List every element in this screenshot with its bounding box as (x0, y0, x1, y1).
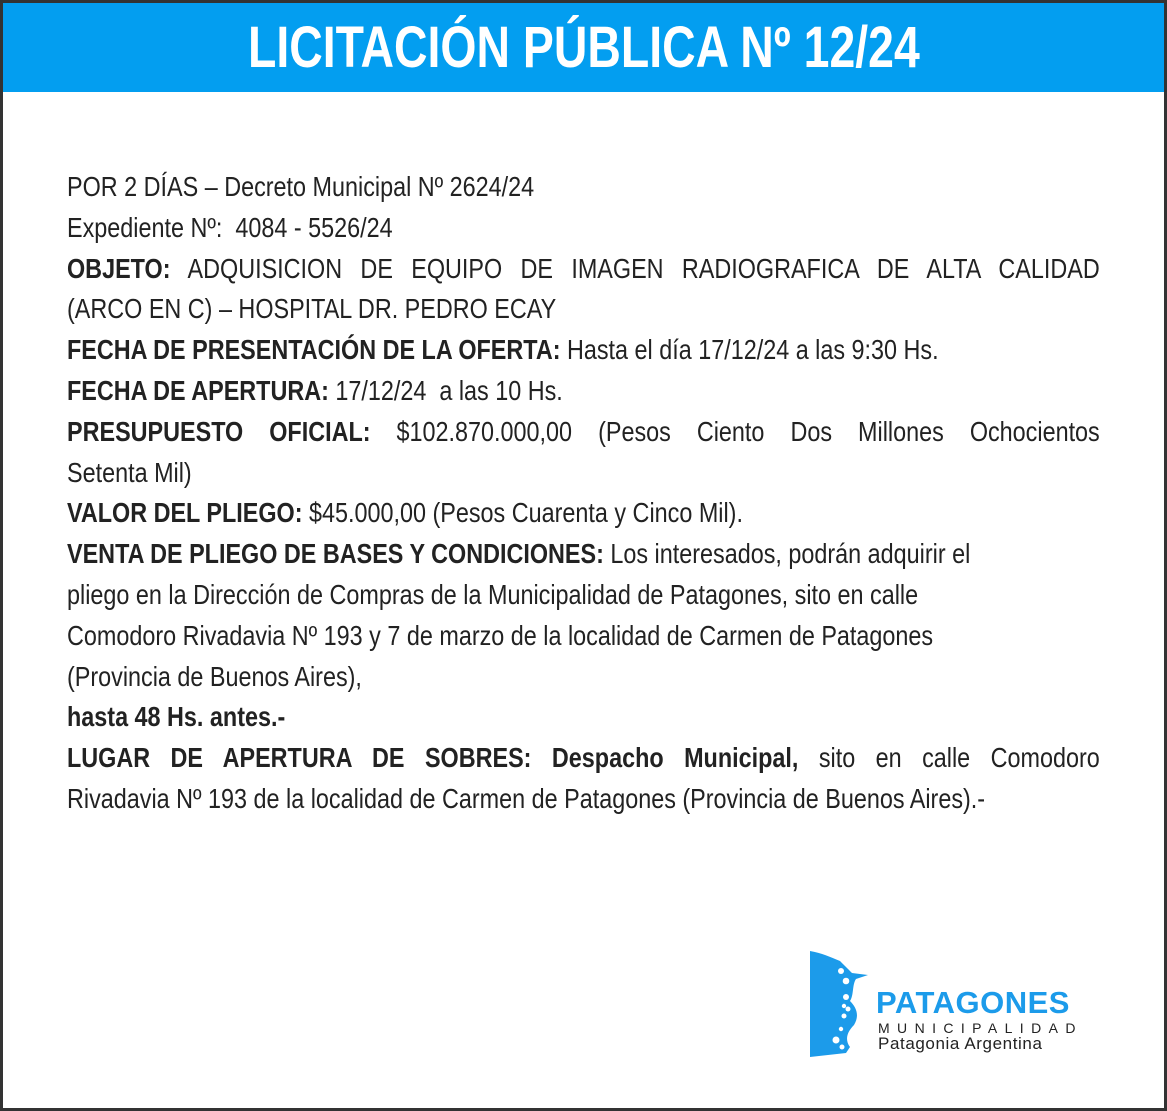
field-label: LUGAR DE APERTURA DE SOBRES: Despacho Municipal, (67, 742, 799, 774)
notice-line (67, 289, 1100, 330)
notice-line (67, 208, 1100, 249)
logo-subtitle: MUNICIPALIDAD (878, 1020, 1083, 1036)
field-label: VALOR DEL PLIEGO: (67, 497, 303, 529)
notice-title (3, 17, 1164, 79)
field-value: Los interesados, podrán adquirir el (603, 538, 971, 570)
notice-line (67, 738, 1100, 779)
notice-line (67, 575, 1100, 616)
field-value: Rivadavia Nº 193 de la localidad de Carmen de Patagones (Provincia de Buenos Aires).- (67, 782, 986, 814)
field-value: sito en calle Comodoro (798, 742, 1100, 774)
patagones-logo (808, 949, 1083, 1059)
patagones-map-icon (808, 949, 870, 1059)
field-value: (Provincia de Buenos Aires), (67, 660, 362, 692)
field-value: $45.000,00 (Pesos Cuarenta y Cinco Mil). (302, 497, 743, 529)
logo-tagline: Patagonia Argentina (878, 1034, 1043, 1053)
field-value: Hasta el día 17/12/24 a las 9:30 Hs. (560, 334, 939, 366)
notice-line (67, 412, 1100, 453)
field-value: $102.870.000,00 (Pesos Ciento Dos Millones Ochocientos (370, 415, 1100, 447)
field-label: hasta 48 Hs. antes.- (67, 701, 286, 733)
notice-body (67, 167, 1100, 820)
notice-line (67, 371, 1100, 412)
notice-title-text: LICITACIÓN PÚBLICA Nº 12/24 (247, 15, 920, 80)
field-value: Expediente Nº: 4084 - 5526/24 (67, 211, 393, 243)
field-label: OBJETO: (67, 252, 171, 284)
field-value: pliego en la Dirección de Compras de la Municipalidad de Patagones, sito en calle (67, 578, 919, 610)
field-value: 17/12/24 a las 10 Hs. (328, 374, 563, 406)
field-label: FECHA DE PRESENTACIÓN DE LA OFERTA: (67, 334, 561, 366)
notice-line (67, 453, 1100, 494)
field-label: VENTA DE PLIEGO DE BASES Y CONDICIONES: (67, 538, 604, 570)
notice-line (67, 249, 1100, 290)
field-value: ADQUISICION DE EQUIPO DE IMAGEN RADIOGRAFICA DE ALTA CALIDAD (170, 252, 1100, 284)
field-label: PRESUPUESTO OFICIAL: (67, 415, 371, 447)
notice-line (67, 779, 1100, 820)
notice-line (67, 657, 1100, 698)
header-bar (3, 3, 1164, 92)
field-value: (ARCO EN C) – HOSPITAL DR. PEDRO ECAY (67, 293, 557, 325)
logo-name: PATAGONES (876, 985, 1070, 1020)
notice-line (67, 534, 1100, 575)
field-value: POR 2 DÍAS – Decreto Municipal Nº 2624/24 (67, 171, 535, 202)
notice-line (67, 167, 1100, 208)
field-label: FECHA DE APERTURA: (67, 374, 329, 406)
field-value: Comodoro Rivadavia Nº 193 y 7 de marzo de la localidad de Carmen de Patagones (67, 619, 934, 651)
notice-line (67, 330, 1100, 371)
notice-line (67, 493, 1100, 534)
notice-line (67, 616, 1100, 657)
field-value: Setenta Mil) (67, 456, 192, 488)
notice-line (67, 697, 1100, 738)
